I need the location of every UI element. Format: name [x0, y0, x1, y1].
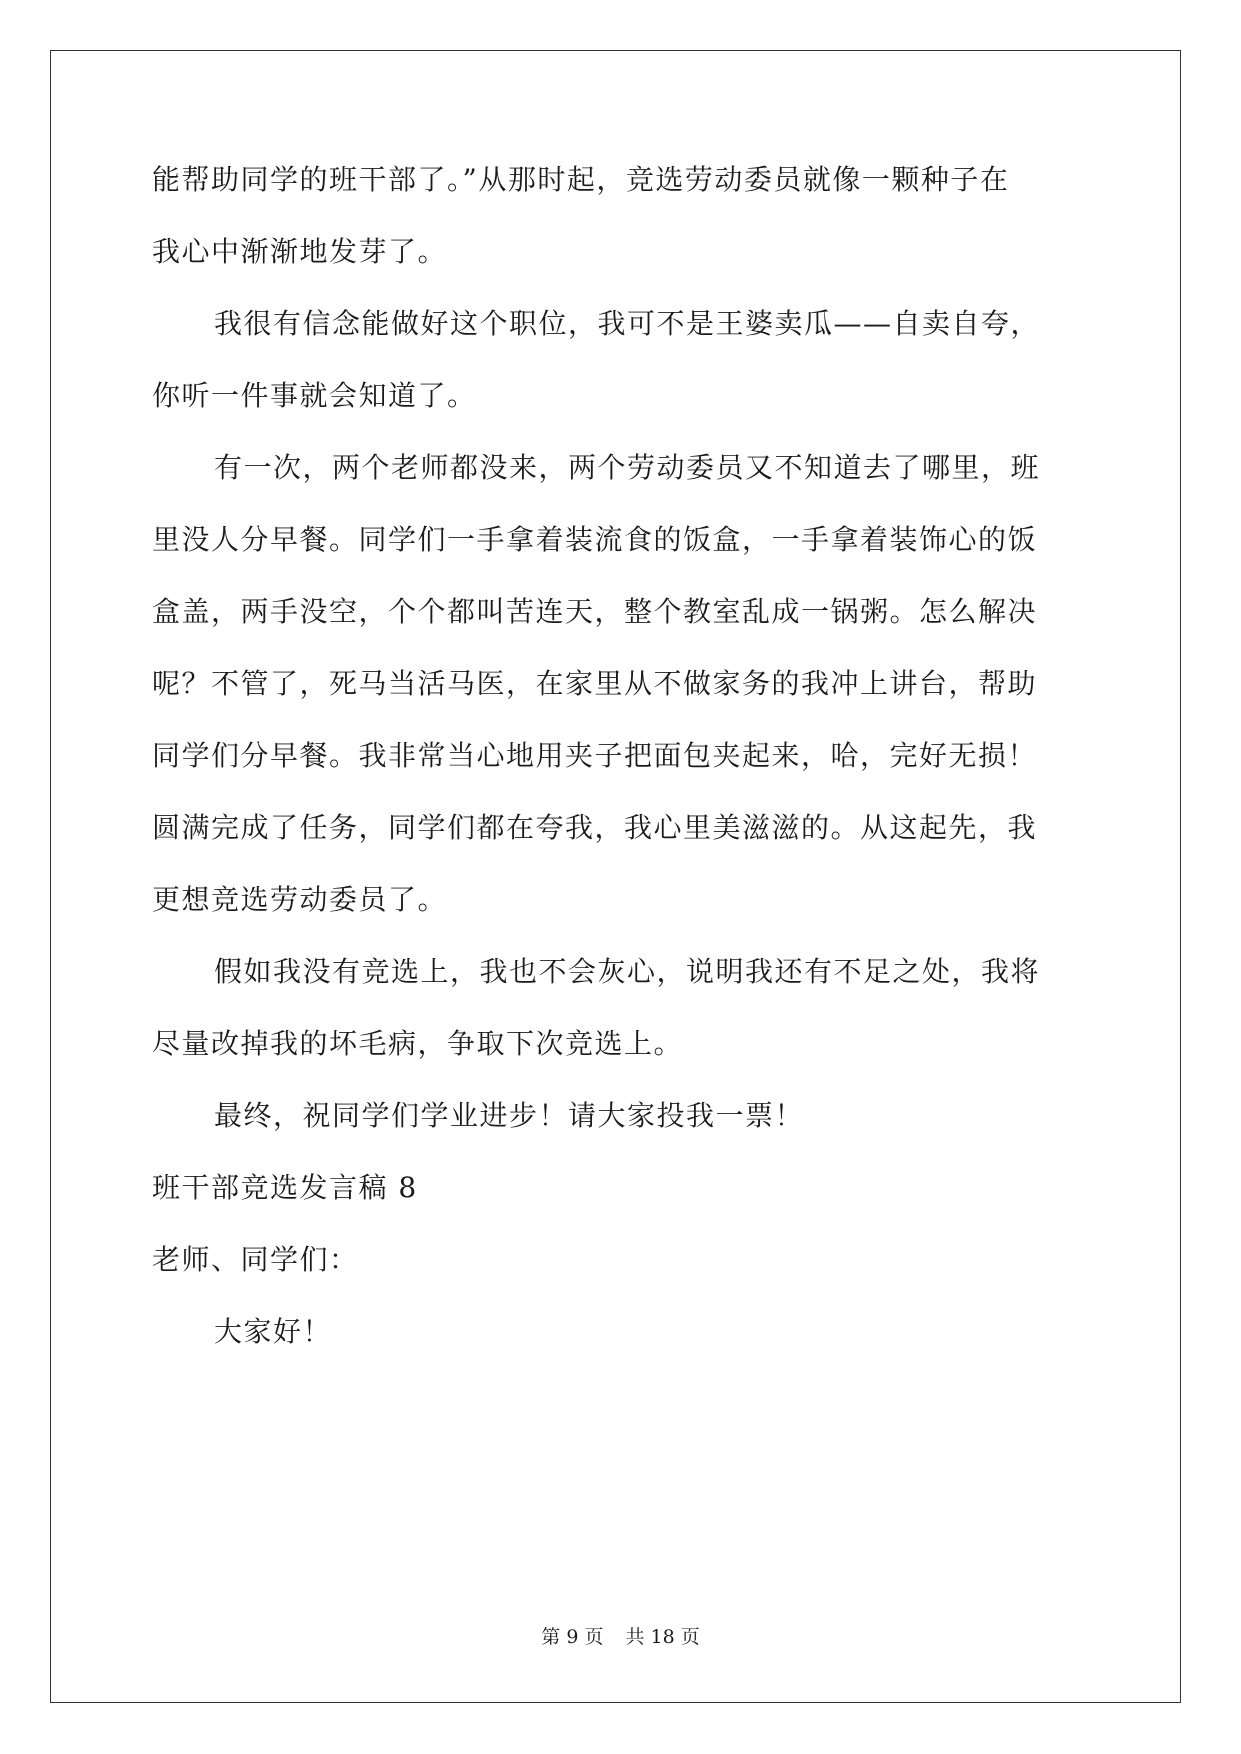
text-line: 我心中渐渐地发芽了。: [152, 235, 448, 268]
text-line: 尽量改掉我的坏毛病，争取下次竞选上。: [152, 1027, 684, 1060]
page-border: [50, 50, 1181, 1703]
page-number: 第 9 页: [541, 1626, 604, 1648]
paragraph-start: 假如我没有竞选上，我也不会灰心，说明我还有不足之处，我将: [214, 955, 1041, 988]
paragraph-start: 最终，祝同学们学业进步！请大家投我一票！: [214, 1099, 805, 1132]
text-line: 盒盖，两手没空，个个都叫苦连天，整个教室乱成一锅粥。怎么解决: [152, 595, 1038, 628]
text-line: 你听一件事就会知道了。: [152, 379, 477, 412]
paragraph-start: 我很有信念能做好这个职位，我可不是王婆卖瓜——自卖自夸，: [214, 307, 1041, 340]
salutation: 老师、同学们：: [152, 1243, 359, 1276]
total-pages: 共 18 页: [625, 1626, 700, 1648]
text-line: 呢？不管了，死马当活马医，在家里从不做家务的我冲上讲台，帮助: [152, 667, 1038, 700]
greeting: 大家好！: [214, 1315, 333, 1348]
section-heading: 班干部竞选发言稿 8: [152, 1171, 418, 1204]
text-line: 里没人分早餐。同学们一手拿着装流食的饭盒，一手拿着装饰心的饭: [152, 523, 1038, 556]
text-line: 圆满完成了任务，同学们都在夸我，我心里美滋滋的。从这起先，我: [152, 811, 1038, 844]
text-line: 能帮助同学的班干部了。”从那时起，竞选劳动委员就像一颗种子在: [152, 163, 1010, 196]
page-footer: [0, 1622, 1241, 1649]
paragraph-start: 有一次，两个老师都没来，两个劳动委员又不知道去了哪里，班: [214, 451, 1041, 484]
text-line: 更想竞选劳动委员了。: [152, 883, 448, 916]
text-line: 同学们分早餐。我非常当心地用夹子把面包夹起来，哈，完好无损！: [152, 739, 1038, 772]
